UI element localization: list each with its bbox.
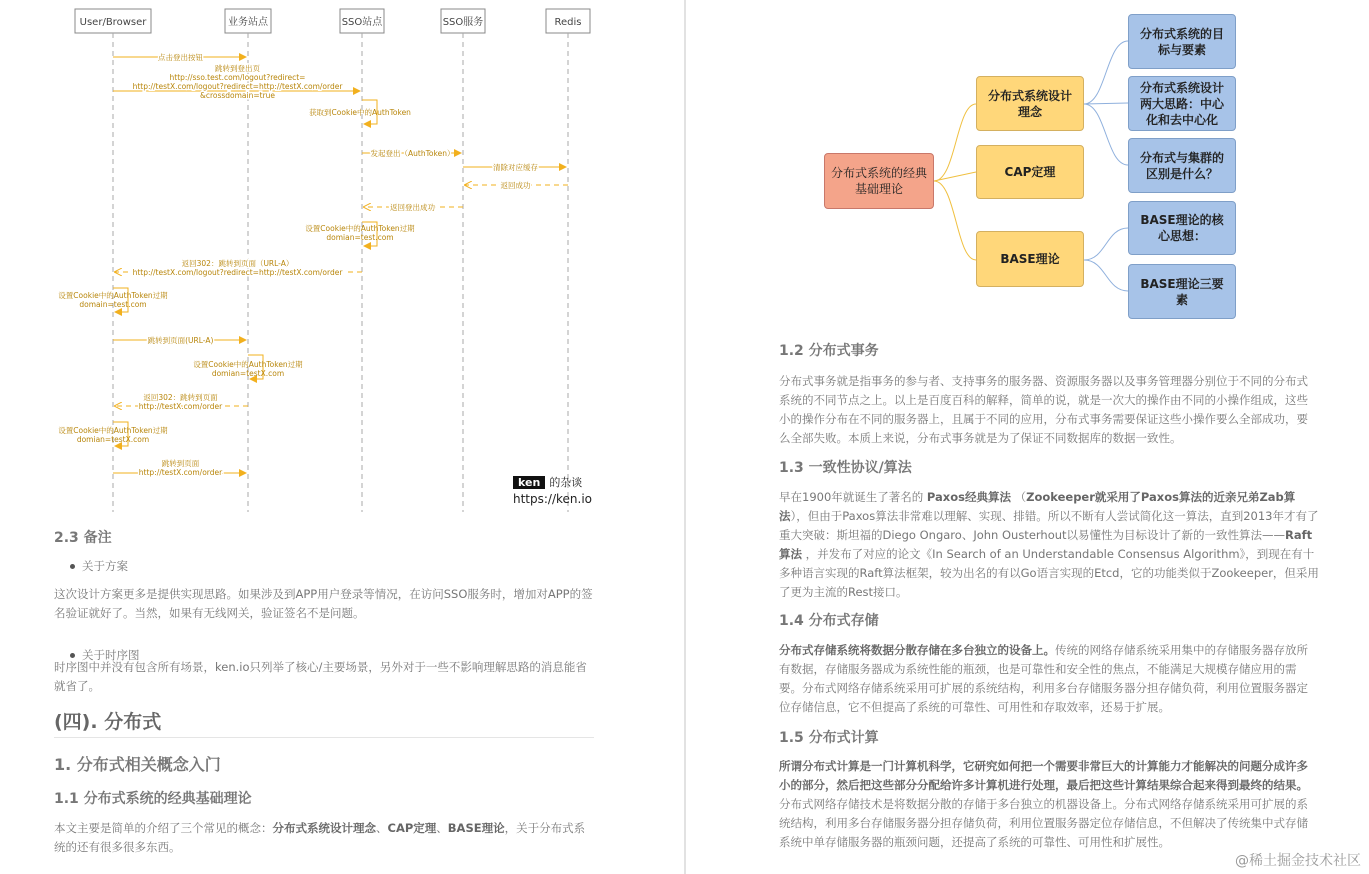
mind-map-leaf-cluster: 分布式与集群的区别是什么？ <box>1128 138 1236 193</box>
paragraph-computing <box>779 757 1319 852</box>
heading-1-1: 1.1 分布式系统的经典基础理论 <box>54 791 252 807</box>
actor-label-4: Redis <box>554 17 582 28</box>
paragraph-concepts <box>54 819 594 857</box>
message-label-13-0: 设置Cookie中的AuthToken过期 <box>58 426 168 435</box>
message-label-7-1: domian=test.com <box>326 233 394 242</box>
message-label-0-0: 点击登出按钮 <box>158 53 203 62</box>
concepts-sep-2: 、 <box>436 821 448 835</box>
message-label-8-0: 返回302：跳转到页面（URL-A） <box>181 259 294 268</box>
message-label-9-0: 设置Cookie中的AuthToken过期 <box>58 291 168 300</box>
consensus-raft: Raft算法 <box>779 528 1313 561</box>
mind-map-leaf-base-core: BASE理论的核心思想： <box>1128 201 1236 255</box>
message-label-14-1: http://testX.com/order <box>138 468 223 477</box>
consensus-text-d: ），但由于Paxos算法非常难以理解、实现、排错。所以不断有人尝试简化这一算法，直到2013年才有了重大突破：斯坦福的Diego Ongaro、John Ousterhout以易懂性为目标设计了新的一致性算法—— <box>779 509 1319 542</box>
message-label-12-1: http://testX.com/order <box>138 402 223 411</box>
concepts-intro: 本文主要是简单的介绍了三个常见的概念： <box>54 821 273 835</box>
actor-label-3: SSO服务 <box>442 17 484 28</box>
message-label-11-1: domian=testX.com <box>211 369 285 378</box>
actor-label-2: SSO站点 <box>341 17 383 28</box>
consensus-zab: Zookeeper就采用了Paxos算法的近亲兄弟Zab算法 <box>779 490 1296 523</box>
message-label-3-0: 发起登出（AuthToken） <box>370 149 455 158</box>
heading-1-2: 1.2 分布式事务 <box>779 343 879 359</box>
watermark-url: https://ken.io <box>513 492 593 506</box>
message-label-4-0: 清除对应缓存 <box>493 163 538 172</box>
mind-map-leaf-goals: 分布式系统的目标与要素 <box>1128 14 1236 69</box>
heading-1: 1. 分布式相关概念入门 <box>54 755 221 774</box>
concept-design: 分布式系统设计理念 <box>272 821 376 835</box>
mind-map-root: 分布式系统的经典基础理论 <box>824 153 934 209</box>
message-label-5-0: 返回成功 <box>500 181 531 190</box>
message-label-9-1: domain=test.com <box>79 300 147 309</box>
consensus-text-e: ，并发布了对应的论文《In Search of an Understandable Consensus Algorithm》，到现在有十多种语言实现的Raft算法框架，较为出名的有以Go语言实现的Etcd，它的功能类似于Zookeeper，但采用了更为主流的Rest接口。 <box>779 547 1319 599</box>
heading-section-four: (四). 分布式 <box>54 711 162 733</box>
message-label-6-0: 返回登出成功 <box>390 203 435 212</box>
mind-map-node-cap: CAP定理 <box>976 145 1084 199</box>
message-label-10-0: 跳转到页面(URL-A) <box>147 336 214 345</box>
bullet-plan-text: 关于方案 <box>82 559 128 573</box>
message-label-1-1: http://sso.test.com/logout?redirect= <box>169 73 306 82</box>
storage-body: 传统的网络存储系统采用集中的存储服务器存放所有数据，存储服务器成为系统性能的瓶颈，也是可靠性和安全性的焦点，不能满足大规模存储应用的需要。分布式网络存储系统采用可扩展的系统结构，利用多台存储服务器分担存储负荷，利用位置服务器定位存储信息，它不但提高了系统的可靠性、可用性和存取效率，还易于扩展。 <box>779 643 1308 714</box>
concept-cap: CAP定理 <box>387 821 437 835</box>
concepts-sep-1: 、 <box>376 821 388 835</box>
message-label-1-2: http://testX.com/logout?redirect=http://testX.com/order <box>132 82 343 91</box>
consensus-text-a: 早在1900年就诞生了著名的 <box>779 490 927 504</box>
message-label-11-0: 设置Cookie中的AuthToken过期 <box>193 360 303 369</box>
message-label-7-0: 设置Cookie中的AuthToken过期 <box>305 224 415 233</box>
heading-1-3: 1.3 一致性协议/算法 <box>779 460 912 476</box>
computing-body: 分布式网络存储技术是将数据分散的存储于多台独立的机器设备上。分布式网络存储系统采用可扩展的系统结构，利用多台存储服务器分担存储负荷，利用位置服务器定位存储信息，不但解决了传统集中式存储系统中单存储服务器的瓶颈问题，还提高了系统的可靠性、可用性和扩展性。 <box>779 797 1308 849</box>
watermark-logo <box>513 474 582 490</box>
mind-map-leaf-base-elements: BASE理论三要素 <box>1128 264 1236 319</box>
message-label-1-3: &crossdomain=true <box>199 91 276 100</box>
message-label-2-0: 获取到Cookie中的AuthToken <box>309 108 411 117</box>
message-label-8-1: http://testX.com/logout?redirect=http://testX.com/order <box>132 268 343 277</box>
bullet-plan <box>54 558 594 574</box>
storage-lead: 分布式存储系统将数据分散存储在多台独立的设备上。 <box>779 643 1055 657</box>
watermark-badge: ken <box>513 476 545 489</box>
message-label-1-0: 跳转到登出页 <box>215 64 260 73</box>
watermark-text: 的杂谈 <box>549 476 583 489</box>
paragraph-sequence: 时序图中并没有包含所有场景，ken.io只列举了核心/主要场景，另外对于一些不影响理解思路的消息能省就省了。 <box>54 660 587 693</box>
mind-map-node-design: 分布式系统设计理念 <box>976 76 1084 131</box>
consensus-paxos: Paxos经典算法 <box>926 490 1011 504</box>
actor-label-1: 业务站点 <box>228 17 268 28</box>
right-page <box>686 0 1369 874</box>
consensus-text-c: （ <box>1010 490 1027 504</box>
mind-map-node-base: BASE理论 <box>976 231 1084 287</box>
mind-map <box>686 0 1369 330</box>
concept-base: BASE理论 <box>447 821 505 835</box>
bullet-sequence-text: 关于时序图 <box>82 648 140 662</box>
heading-2-3: 2.3 备注 <box>54 530 112 546</box>
left-page <box>0 0 684 874</box>
heading-1-4: 1.4 分布式存储 <box>779 613 879 629</box>
mind-map-leaf-two-ideas: 分布式系统设计两大思路：中心化和去中心化 <box>1128 76 1236 131</box>
computing-lead: 所谓分布式计算是一门计算机科学，它研究如何把一个需要非常巨大的计算能力才能解决的问题分成许多小的部分，然后把这些部分分配给许多计算机进行处理，最后把这些计算结果综合起来得到最终的结果。 <box>779 759 1308 792</box>
paragraph-plan: 这次设计方案更多是提供实现思路。如果涉及到APP用户登录等情况，在访问SSO服务时，增加对APP的签名验证就好了。当然，如果有无线网关，验证签名不是问题。 <box>54 587 593 620</box>
sequence-diagram <box>0 0 684 515</box>
actor-label-0: User/Browser <box>79 17 147 28</box>
footer-watermark: @稀土掘金技术社区 <box>1235 853 1361 869</box>
paragraph-transactions: 分布式事务就是指事务的参与者、支持事务的服务器、资源服务器以及事务管理器分别位于不同的分布式系统的不同节点之上。以上是百度百科的解释，简单的说，就是一次大的操作由不同的小操作组成，这些小的操作分布在不同的服务器上，且属于不同的应用，分布式事务需要保证这些小操作要么全部成功，要么全部失败。本质上来说，分布式事务就是为了保证不同数据库的数据一致性。 <box>779 374 1308 445</box>
paragraph-storage <box>779 641 1319 717</box>
paragraph-consensus <box>779 488 1319 602</box>
concepts-outro: ，关于分布式系统的还有很多很多东西。 <box>54 821 586 854</box>
message-label-14-0: 跳转到页面 <box>161 459 200 468</box>
heading-1-5: 1.5 分布式计算 <box>779 730 879 746</box>
message-label-13-1: domian=testX.com <box>76 435 150 444</box>
message-label-12-0: 返回302：跳转到页面 <box>143 393 218 402</box>
section-divider <box>54 737 594 738</box>
